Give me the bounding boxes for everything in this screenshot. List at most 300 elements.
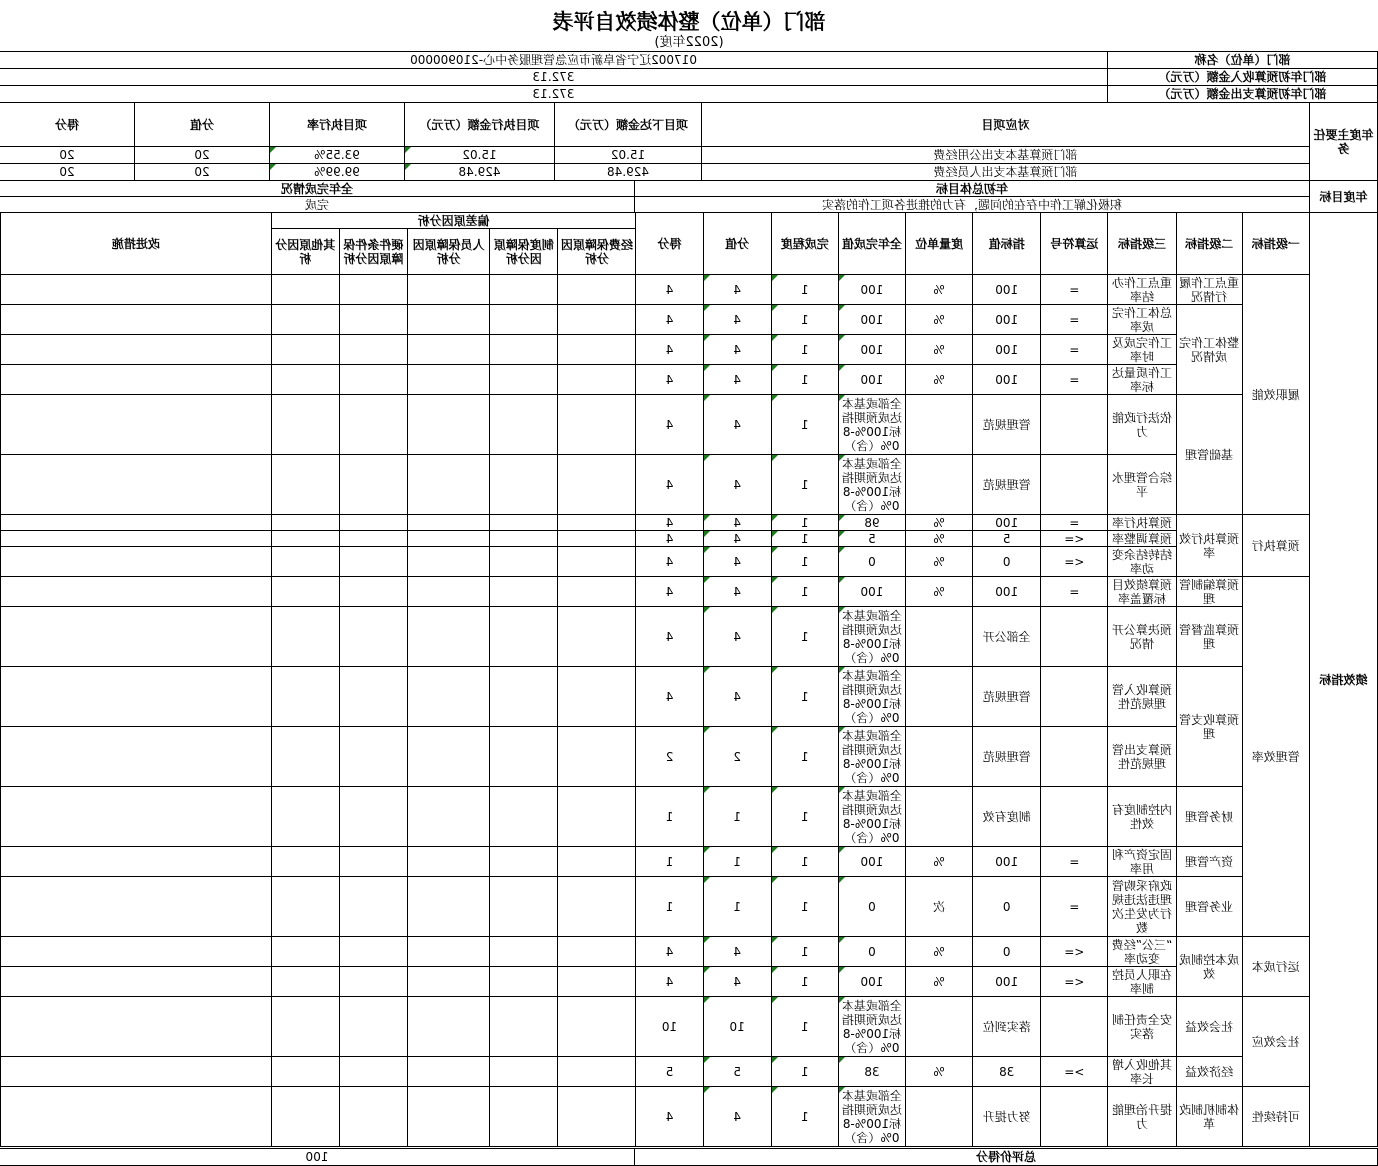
staff-reason	[407, 1087, 489, 1147]
level3-indicator: 工作完成及时率	[1108, 335, 1176, 365]
hardware-reason	[339, 787, 407, 847]
other-reason	[271, 607, 339, 667]
level3-indicator: 政府采购管理违法违规行为发生次数	[1108, 877, 1176, 937]
system-reason	[490, 787, 558, 847]
unit	[906, 607, 973, 667]
earned-score: 1	[636, 847, 703, 877]
improvement-measure	[1, 531, 272, 547]
earned-score: 4	[636, 1087, 703, 1147]
unit: %	[906, 531, 973, 547]
actual-value: 全部或基本达成预期指标100%-80%（含）	[838, 727, 905, 787]
unit	[906, 727, 973, 787]
other-reason	[271, 395, 339, 455]
staff-reason	[407, 997, 489, 1057]
task-header-executed: 项目执行金额（万元）	[405, 103, 555, 147]
system-reason	[490, 937, 558, 967]
operator: =	[1041, 305, 1108, 335]
completion-degree: 1	[771, 275, 838, 305]
completion-degree: 1	[771, 335, 838, 365]
earned-score: 4	[636, 577, 703, 607]
indicator-row	[1, 531, 1378, 547]
system-reason	[490, 335, 558, 365]
earned-score: 1	[636, 787, 703, 847]
score: 1	[703, 847, 771, 877]
level1-indicator: 预算执行	[1242, 515, 1309, 577]
score: 4	[703, 275, 771, 305]
level3-indicator: 预算绩效目标覆盖率	[1108, 577, 1176, 607]
earned-score: 4	[636, 305, 703, 335]
actual-value: 全部或基本达成预期指标100%-80%（含）	[838, 607, 905, 667]
actual-value: 全部或基本达成预期指标100%-80%（含）	[838, 455, 905, 515]
indicator-row	[1, 577, 1378, 607]
staff-reason	[407, 395, 489, 455]
task-table	[0, 102, 1378, 181]
staff-reason	[407, 877, 489, 937]
improvement-measure	[1, 515, 272, 531]
actual-value: 0	[838, 937, 905, 967]
operator	[1041, 455, 1108, 515]
earned-score: 4	[636, 335, 703, 365]
indicator-row	[1, 275, 1378, 305]
score: 10	[703, 997, 771, 1057]
task-header-earned: 得分	[0, 103, 135, 147]
level3-header: 三级指标	[1108, 213, 1176, 275]
improvement-measure	[1, 455, 272, 515]
target-value: 管理规范	[973, 395, 1041, 455]
staff-reason	[407, 577, 489, 607]
system-reason	[490, 877, 558, 937]
actual-value: 100	[838, 847, 905, 877]
completion-degree: 1	[771, 1057, 838, 1087]
completion-degree: 1	[771, 531, 838, 547]
score: 4	[703, 455, 771, 515]
level3-indicator: 内控制度有效性	[1108, 787, 1176, 847]
hardware-reason	[339, 607, 407, 667]
task-header-issued: 项目下达金额（万元）	[555, 103, 702, 147]
improvement-measure	[1, 365, 272, 395]
improvement-measure	[1, 607, 272, 667]
level3-indicator: 总体工作完成率	[1108, 305, 1176, 335]
system-reason	[490, 305, 558, 335]
score: 4	[703, 515, 771, 531]
improvement-measure	[1, 1087, 272, 1147]
staff-reason	[407, 305, 489, 335]
level3-indicator: 预算收入管理规范性	[1108, 667, 1176, 727]
task-score: 20	[135, 147, 270, 164]
other-reason-header: 其他原因分析	[271, 229, 339, 275]
indicator-row	[1, 997, 1378, 1057]
earned-score: 4	[636, 967, 703, 997]
hardware-reason	[339, 547, 407, 577]
indicator-row	[1, 847, 1378, 877]
indicator-section-label: 绩效指标	[1309, 213, 1377, 1147]
level2-indicator: 基础管理	[1176, 395, 1242, 515]
actual-value: 全部或基本达成预期指标100%-80%（含）	[838, 787, 905, 847]
score: 4	[703, 531, 771, 547]
task-rate: 99.99%	[270, 164, 405, 181]
earned-header: 得分	[636, 213, 703, 275]
actual-header: 全年完成值	[838, 213, 905, 275]
staff-reason	[407, 335, 489, 365]
completion-degree: 1	[771, 1087, 838, 1147]
improvement-measure	[1, 997, 272, 1057]
hardware-reason	[339, 365, 407, 395]
hardware-reason	[339, 395, 407, 455]
level2-indicator: 资产管理	[1176, 847, 1242, 877]
improvement-measure	[1, 667, 272, 727]
other-reason	[271, 667, 339, 727]
funding-reason	[558, 1087, 636, 1147]
hardware-reason	[339, 455, 407, 515]
actual-value: 全部或基本达成预期指标100%-80%（含）	[838, 395, 905, 455]
improvement-measure	[1, 1057, 272, 1087]
earned-score: 4	[636, 531, 703, 547]
staff-reason	[407, 455, 489, 515]
completion-degree: 1	[771, 847, 838, 877]
unit: %	[906, 305, 973, 335]
score: 4	[703, 607, 771, 667]
level3-indicator: 固定资产利用率	[1108, 847, 1176, 877]
completion-degree: 1	[771, 547, 838, 577]
system-reason	[490, 607, 558, 667]
target-value: 5	[973, 531, 1041, 547]
funding-reason	[558, 577, 636, 607]
funding-reason	[558, 365, 636, 395]
completion-text: 完成	[0, 197, 635, 213]
unit: %	[906, 847, 973, 877]
hardware-reason	[339, 847, 407, 877]
target-value: 管理规范	[973, 455, 1041, 515]
operator: <=	[1041, 937, 1108, 967]
staff-reason	[407, 967, 489, 997]
completion-degree: 1	[771, 787, 838, 847]
completion-degree: 1	[771, 607, 838, 667]
income-budget-label: 部门年初预算收入金额（万元）	[1108, 69, 1378, 86]
system-reason	[490, 547, 558, 577]
level2-indicator: 整体工作完成情况	[1176, 305, 1242, 395]
unit: %	[906, 577, 973, 607]
level2-indicator: 社会效益	[1176, 997, 1242, 1057]
score: 4	[703, 667, 771, 727]
funding-reason	[558, 275, 636, 305]
improvement-measure	[1, 877, 272, 937]
hardware-reason	[339, 275, 407, 305]
funding-reason	[558, 455, 636, 515]
other-reason	[271, 305, 339, 335]
target-value: 100	[973, 335, 1041, 365]
operator-header: 运算符号	[1041, 213, 1108, 275]
hardware-reason	[339, 877, 407, 937]
indicator-row	[1, 547, 1378, 577]
task-earned: 20	[0, 164, 135, 181]
task-header-score: 分值	[135, 103, 270, 147]
actual-value: 100	[838, 335, 905, 365]
earned-score: 2	[636, 727, 703, 787]
hardware-reason	[339, 531, 407, 547]
unit: 次	[906, 877, 973, 937]
funding-reason	[558, 515, 636, 531]
staff-reason	[407, 365, 489, 395]
level2-header: 二级指标	[1176, 213, 1242, 275]
other-reason	[271, 455, 339, 515]
task-project: 部门预算基本支出人员经费	[702, 164, 1310, 181]
target-value: 100	[973, 967, 1041, 997]
indicator-table	[0, 212, 1378, 1147]
task-issued: 429.48	[555, 164, 702, 181]
level3-indicator: 综合管理水平	[1108, 455, 1176, 515]
score: 1	[703, 787, 771, 847]
unit: %	[906, 365, 973, 395]
other-reason	[271, 967, 339, 997]
completion-degree: 1	[771, 997, 838, 1057]
completion-header: 全年完成情况	[0, 181, 635, 197]
staff-reason	[407, 547, 489, 577]
other-reason	[271, 877, 339, 937]
system-reason	[490, 967, 558, 997]
total-label: 总评价得分	[635, 1149, 1378, 1166]
other-reason	[271, 335, 339, 365]
level3-indicator: 重点工作办结率	[1108, 275, 1176, 305]
info-table	[0, 51, 1378, 103]
indicator-row	[1, 455, 1378, 515]
indicator-row	[1, 515, 1378, 531]
unit	[906, 997, 973, 1057]
completion-degree: 1	[771, 395, 838, 455]
improvement-measure	[1, 937, 272, 967]
operator: =	[1041, 275, 1108, 305]
system-reason	[490, 275, 558, 305]
completion-degree: 1	[771, 365, 838, 395]
funding-reason	[558, 667, 636, 727]
target-value: 全部公开	[973, 607, 1041, 667]
earned-score: 4	[636, 275, 703, 305]
system-reason	[490, 1087, 558, 1147]
funding-reason	[558, 1057, 636, 1087]
page-title: 部门（单位）整体绩效自评表	[552, 10, 826, 34]
level2-indicator: 预算执行效率	[1176, 515, 1242, 577]
score-header: 分值	[703, 213, 771, 275]
level3-indicator: 安全责任制落实	[1108, 997, 1176, 1057]
degree-header: 完成程度	[771, 213, 838, 275]
hardware-reason	[339, 967, 407, 997]
hardware-reason	[339, 515, 407, 531]
level2-indicator: 预算监督管理	[1176, 607, 1242, 667]
system-reason	[490, 1057, 558, 1087]
task-header-rate: 项目执行率	[270, 103, 405, 147]
level3-indicator: 结转结余变动率	[1108, 547, 1176, 577]
dept-name-value: 017002辽宁省阜新市应急管理服务中心-210900000	[0, 52, 1108, 69]
funding-reason	[558, 787, 636, 847]
funding-reason	[558, 937, 636, 967]
other-reason	[271, 1087, 339, 1147]
unit	[906, 455, 973, 515]
score: 4	[703, 305, 771, 335]
operator	[1041, 607, 1108, 667]
hardware-reason	[339, 727, 407, 787]
hardware-reason	[339, 335, 407, 365]
staff-reason	[407, 937, 489, 967]
operator	[1041, 1087, 1108, 1147]
hardware-reason	[339, 305, 407, 335]
system-reason	[490, 577, 558, 607]
level3-indicator: 依法行政能力	[1108, 395, 1176, 455]
level3-indicator: 其他收入增长率	[1108, 1057, 1176, 1087]
target-value: 管理规范	[973, 667, 1041, 727]
actual-value: 0	[838, 877, 905, 937]
other-reason	[271, 577, 339, 607]
level2-indicator: 业务管理	[1176, 877, 1242, 937]
task-project: 部门预算基本支出公用经费	[702, 147, 1310, 164]
staff-reason	[407, 727, 489, 787]
staff-reason	[407, 275, 489, 305]
funding-reason	[558, 727, 636, 787]
funding-reason	[558, 531, 636, 547]
staff-reason	[407, 1057, 489, 1087]
target-value: 100	[973, 275, 1041, 305]
staff-reason	[407, 667, 489, 727]
score: 1	[703, 877, 771, 937]
target-value: 100	[973, 847, 1041, 877]
completion-degree: 1	[771, 305, 838, 335]
unit	[906, 395, 973, 455]
unit: %	[906, 335, 973, 365]
earned-score: 4	[636, 515, 703, 531]
actual-value: 全部或基本达成预期指标100%-80%（含）	[838, 997, 905, 1057]
indicator-row	[1, 395, 1378, 455]
unit	[906, 1087, 973, 1147]
earned-score: 10	[636, 997, 703, 1057]
score: 4	[703, 395, 771, 455]
improvement-measure	[1, 787, 272, 847]
funding-reason	[558, 547, 636, 577]
level2-indicator: 体制机制改革	[1176, 1087, 1242, 1147]
system-reason	[490, 997, 558, 1057]
improvement-header: 改进措施	[1, 213, 272, 275]
system-reason	[490, 847, 558, 877]
actual-value: 100	[838, 967, 905, 997]
score: 4	[703, 335, 771, 365]
indicator-row	[1, 967, 1378, 997]
operator: =	[1041, 577, 1108, 607]
system-reason-header: 制度保障原因分析	[490, 229, 558, 275]
level3-indicator: 提升治理能力	[1108, 1087, 1176, 1147]
level2-indicator: 成本控制成效	[1176, 937, 1242, 997]
funding-reason	[558, 967, 636, 997]
income-budget-value: 372.13	[0, 69, 1108, 86]
earned-score: 4	[636, 667, 703, 727]
actual-value: 全部或基本达成预期指标100%-80%（含）	[838, 1087, 905, 1147]
operator	[1041, 395, 1108, 455]
actual-value: 100	[838, 305, 905, 335]
indicator-row	[1, 877, 1378, 937]
system-reason	[490, 455, 558, 515]
earned-score: 5	[636, 1057, 703, 1087]
dept-name-label: 部门（单位）名称	[1108, 52, 1378, 69]
task-rate: 93.55%	[270, 147, 405, 164]
indicator-row	[1, 1087, 1378, 1147]
funding-reason	[558, 997, 636, 1057]
score: 4	[703, 547, 771, 577]
earned-score: 4	[636, 937, 703, 967]
level2-indicator: 预算收支管理	[1176, 667, 1242, 787]
score: 4	[703, 937, 771, 967]
other-reason	[271, 997, 339, 1057]
staff-reason	[407, 847, 489, 877]
deviation-header: 偏差原因分析	[271, 213, 636, 229]
target-value: 38	[973, 1057, 1041, 1087]
level3-indicator: 工作质量达标率	[1108, 365, 1176, 395]
indicator-row	[1, 727, 1378, 787]
other-reason	[271, 275, 339, 305]
operator	[1041, 727, 1108, 787]
target-header: 指标值	[973, 213, 1041, 275]
score: 4	[703, 577, 771, 607]
system-reason	[490, 395, 558, 455]
funding-reason	[558, 607, 636, 667]
unit: %	[906, 515, 973, 531]
expense-budget-label: 部门年初预算支出金额（万元）	[1108, 86, 1378, 103]
operator	[1041, 997, 1108, 1057]
earned-score: 1	[636, 877, 703, 937]
operator	[1041, 667, 1108, 727]
completion-degree: 1	[771, 515, 838, 531]
completion-degree: 1	[771, 967, 838, 997]
system-reason	[490, 727, 558, 787]
improvement-measure	[1, 305, 272, 335]
staff-reason-header: 人员保障原因分析	[407, 229, 489, 275]
improvement-measure	[1, 967, 272, 997]
level2-indicator: 经济效益	[1176, 1057, 1242, 1087]
earned-score: 4	[636, 365, 703, 395]
level1-indicator: 管理效率	[1242, 577, 1309, 937]
operator	[1041, 787, 1108, 847]
earned-score: 4	[636, 547, 703, 577]
level2-indicator: 财务管理	[1176, 787, 1242, 847]
unit	[906, 787, 973, 847]
task-score: 20	[135, 164, 270, 181]
operator: =	[1041, 335, 1108, 365]
unit: %	[906, 547, 973, 577]
other-reason	[271, 547, 339, 577]
actual-value: 0	[838, 547, 905, 577]
task-header-project: 对应项目	[702, 103, 1310, 147]
system-reason	[490, 515, 558, 531]
indicator-row	[1, 1057, 1378, 1087]
operator: =	[1041, 515, 1108, 531]
completion-degree: 1	[771, 937, 838, 967]
indicator-row	[1, 335, 1378, 365]
indicator-row	[1, 667, 1378, 727]
score: 4	[703, 967, 771, 997]
target-value: 0	[973, 937, 1041, 967]
target-value: 100	[973, 305, 1041, 335]
operator: <=	[1041, 531, 1108, 547]
other-reason	[271, 847, 339, 877]
expense-budget-value: 372.13	[0, 86, 1108, 103]
level1-indicator: 社会效应	[1242, 997, 1309, 1087]
task-executed: 15.02	[405, 147, 555, 164]
staff-reason	[407, 531, 489, 547]
hardware-reason	[339, 937, 407, 967]
score: 4	[703, 1087, 771, 1147]
other-reason	[271, 1057, 339, 1087]
other-reason	[271, 531, 339, 547]
staff-reason	[407, 515, 489, 531]
total-table	[0, 1148, 1378, 1166]
task-section-label: 年度主要任务	[1310, 103, 1378, 181]
actual-value: 100	[838, 577, 905, 607]
other-reason	[271, 787, 339, 847]
